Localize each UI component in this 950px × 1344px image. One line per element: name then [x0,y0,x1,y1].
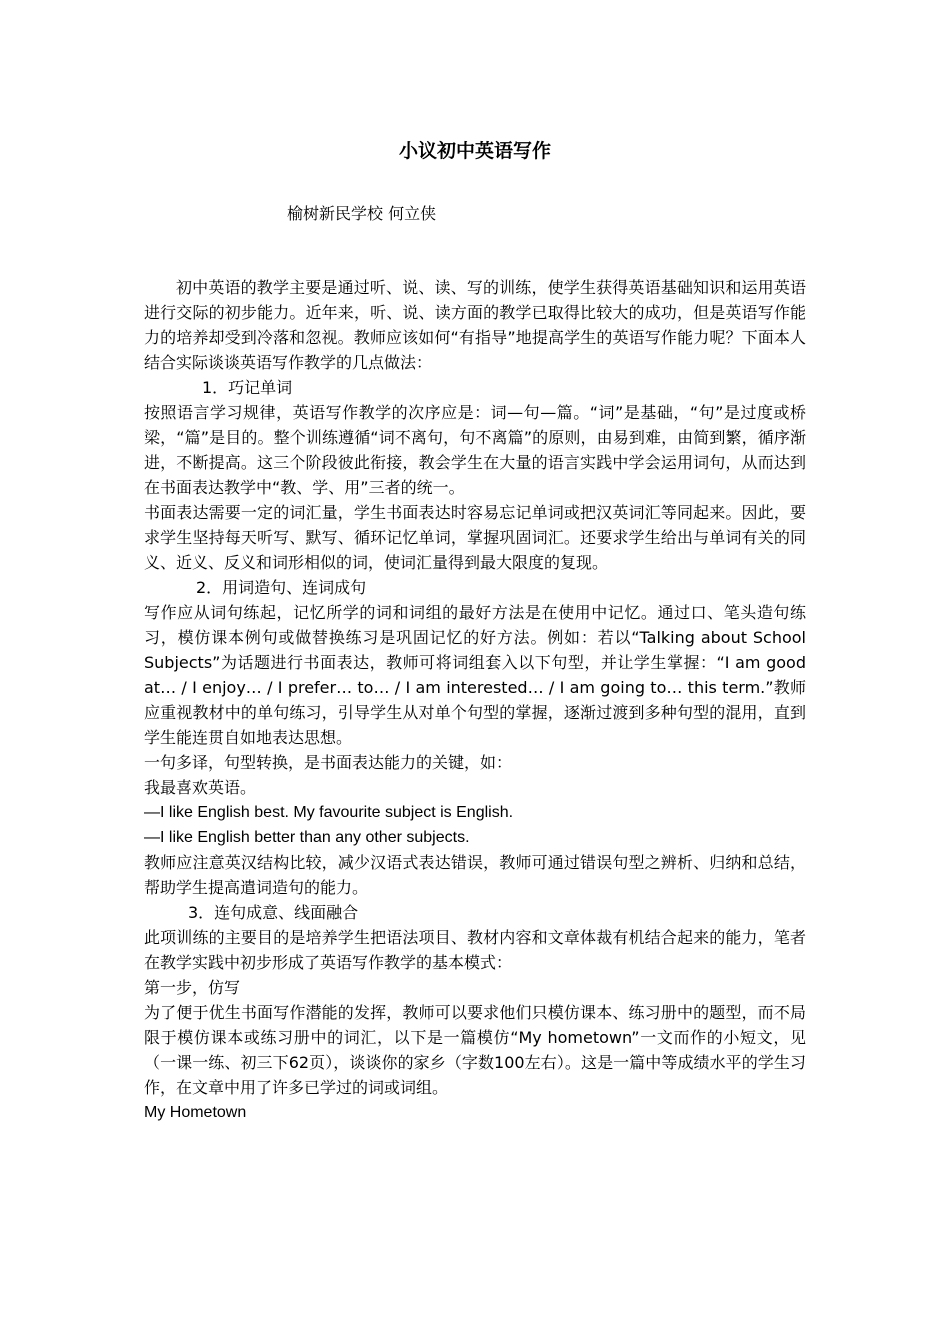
author-line: 榆树新民学校 何立侠 [287,204,437,223]
section-heading-1: 1．巧记单词 [202,378,293,397]
intro-paragraph: 初中英语的教学主要是通过听、说、读、写的训练，使学生获得英语基础知识和运用英语进行交际的初步能力。近年来，听、说、读方面的教学已取得比较大的成功，但是英语写作能力的培养却受到冷落和忽视。教师应该如何“有指导”地提高学生的英语写作能力呢？下面本人结合实际谈谈英语写作教学的几点做法： [144,278,806,372]
section-heading-2: 2．用词造句、连词成句 [196,578,367,597]
paragraph-9: 此项训练的主要目的是培养学生把语法项目、教材内容和文章体裁有机结合起来的能力，笔者在教学实践中初步形成了英语写作教学的基本模式： [144,928,806,972]
paragraph-3: 写作应从词句练起，记忆所学的词和词组的最好方法是在使用中记忆。通过口、笔头造句练习，模仿课本例句或做替换练习是巩固记忆的好方法。例如：若以“Talking about School Subjects”为话题进行书面表达，教师可将词组套入以下句型，并让学生掌握：“I am good at… / I enjoy… / I prefer… to… / I am interested… / I am going to… this term.”教师应重视教材中的单句练习，引导学生从对单个句型的掌握，逐渐过渡到多种句型的混用，直到学生能连贯自如地表达思想。 [144,603,806,747]
document-title: 小议初中英语写作 [398,140,551,162]
example-sentence-2: —I like English better than any other subjects. [144,829,470,846]
paragraph-1: 按照语言学习规律，英语写作教学的次序应是：词—句—篇。“词”是基础，“句”是过度或桥梁，“篇”是目的。整个训练遵循“词不离句，句不离篇”的原则，由易到难，由简到繁，循序渐进，不断提高。这三个阶段彼此衔接，教会学生在大量的语言实践中学会运用词句，从而达到在书面表达教学中“教、学、用”三者的统一。 [144,403,806,497]
example-sentence-1: —I like English best. My favourite subject is English. [144,804,514,821]
section-heading-3: 3．连句成意、线面融合 [188,903,359,922]
paragraph-8: 教师应注意英汉结构比较，减少汉语式表达错误，教师可通过错误句型之辨析、归纳和总结，帮助学生提高遣词造句的能力。 [144,853,806,897]
document-body [144,275,806,1125]
paragraph-10: 第一步，仿写 [144,978,241,997]
paragraph-4: 一句多译，句型转换，是书面表达能力的关键，如： [144,753,513,772]
essay-title: My Hometown [144,1104,247,1121]
paragraph-11: 为了便于优生书面写作潜能的发挥，教师可以要求他们只模仿课本、练习册中的题型，而不局限于模仿课本或练习册中的词汇，以下是一篇模仿“My hometown”一文而作的小短文，见（一课一练、初三下62页），谈谈你的家乡（字数100左右）。这是一篇中等成绩水平的学生习作，在文章中用了许多已学过的词或词组。 [144,1003,806,1097]
paragraph-2: 书面表达需要一定的词汇量，学生书面表达时容易忘记单词或把汉英词汇等同起来。因此，要求学生坚持每天听写、默写、循环记忆单词，掌握巩固词汇。还要求学生给出与单词有关的同义、近义、反义和词形相似的词，使词汇量得到最大限度的复现。 [144,503,806,572]
paragraph-5: 我最喜欢英语。 [144,778,257,797]
